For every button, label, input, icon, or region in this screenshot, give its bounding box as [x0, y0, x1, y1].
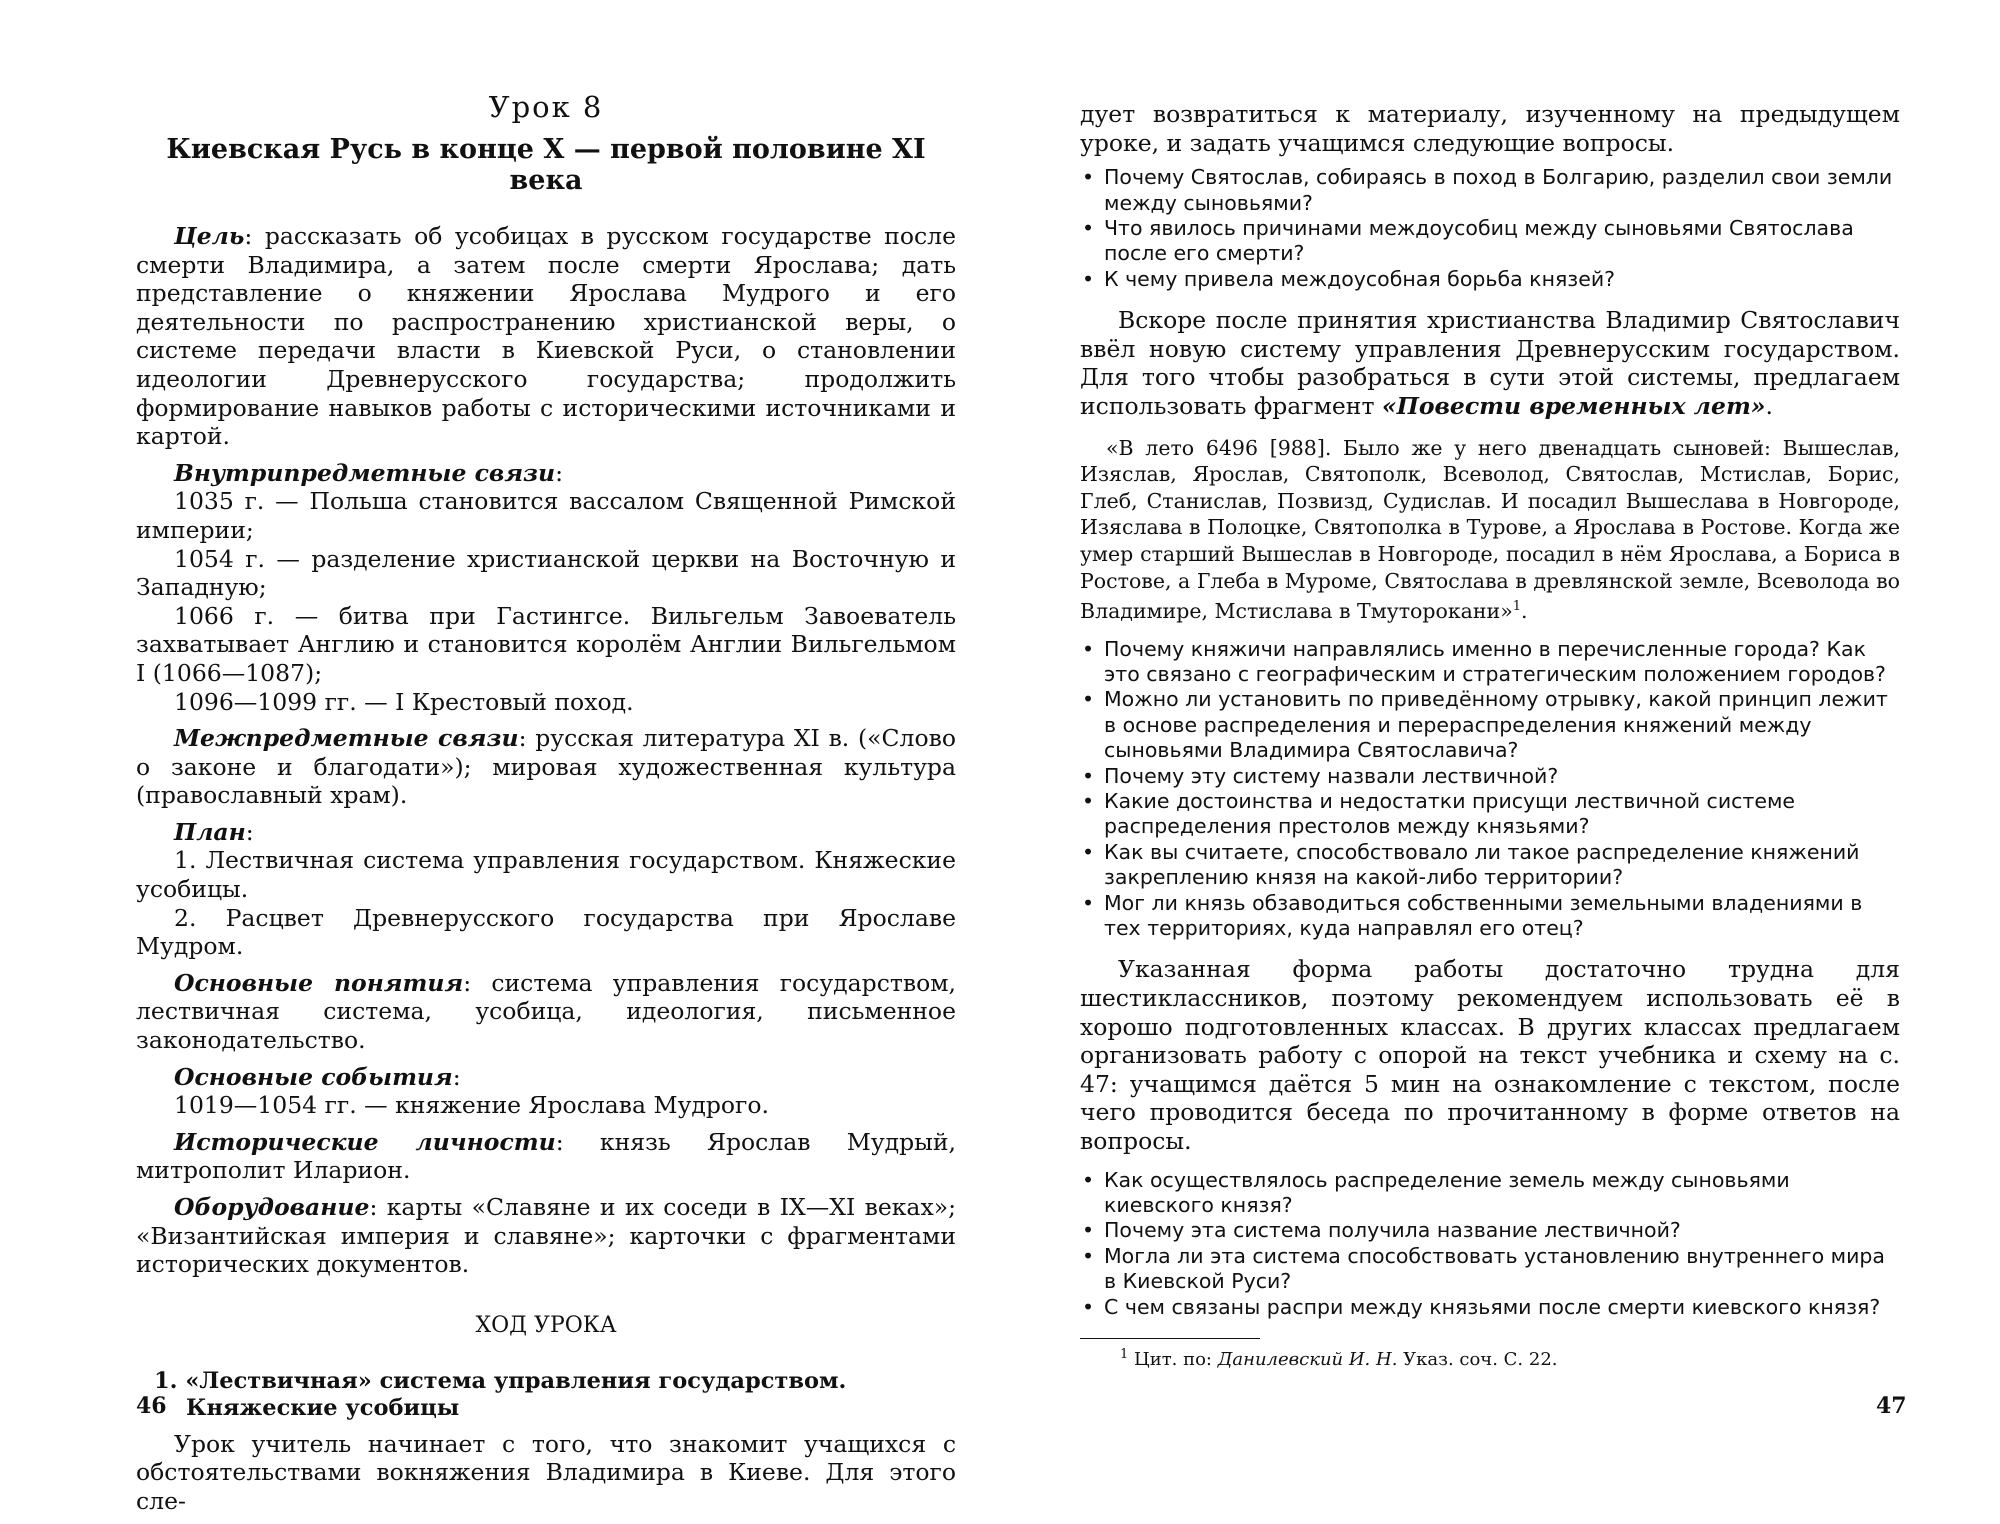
footnote-author: Данилевский И. Н. [1217, 1349, 1398, 1371]
concepts-text: : система управления государством, лествичная система, усобица, идеология, письменное законодательство. [136, 968, 956, 1055]
events-text: 1019—1054 гг. — княжение Ярослава Мудрого. [174, 1091, 769, 1120]
goal-label: Цель [174, 222, 245, 250]
list-item: • Мог ли князь обзаводиться собственными земельными владениями в тех территориях, куда направлял его отец? [1080, 891, 1900, 942]
lesson-number: Урок 8 [488, 90, 604, 124]
chronicle-title: «Повести временных лет» [1381, 392, 1766, 420]
persons-text: : князь Ярослав Мудрый, митрополит Иларион. [136, 1127, 956, 1185]
lesson-title: Киевская Русь в конце X — первой половине XI века [166, 134, 926, 196]
intra-label: Внутрипредметные связи [174, 458, 556, 487]
list-item: • Почему эта система получила название лествичной? [1080, 1218, 1900, 1243]
list-item: • Какие достоинства и недостатки присущи лествичной системе распределения престолов между князьями? [1080, 789, 1900, 840]
intra-item: 1066 г. — битва при Гастингсе. Вильгельм Завоеватель захватывает Англию и становится королём Англии Вильгельмом I (1066—1087); [136, 601, 956, 687]
goal-paragraph [136, 222, 956, 451]
concepts-label: Основные понятия [174, 968, 464, 997]
events-label: Основные события [174, 1062, 453, 1091]
left-column [136, 90, 956, 1516]
question-list-2 [1080, 637, 1900, 942]
footnote: $^1$ Цит. по: Данилевский И. Н. Указ. соч. С. 22. [1120, 1347, 1558, 1371]
question-list-3 [1080, 1168, 1900, 1320]
list-item: • С чем связаны распри между князьями после смерти киевского князя? [1080, 1295, 1900, 1320]
list-item: • К чему привела междоусобная борьба князей? [1080, 267, 1900, 292]
equipment-label: Оборудование [174, 1193, 370, 1221]
list-item: • Почему Святослав, собираясь в поход в Болгарию, разделил свои земли между сыновьями? [1080, 165, 1900, 216]
page-number-left: 46 [136, 1393, 167, 1419]
persons-label: Исторические личности [174, 1127, 556, 1156]
list-item: • Как вы считаете, способствовало ли такое распределение княжений закреплению князя на какой-либо территории? [1080, 840, 1900, 891]
continuation-paragraph: дует возвратиться к материалу, изученному на предыдущем уроке, и задать учащимся следующие вопросы. [1080, 100, 1900, 157]
section-heading: 1. «Лествичная» система управления государством. Княжеские усобицы [154, 1367, 847, 1421]
intro-paragraph: Урок учитель начинает с того, что знакомит учащихся с обстоятельствами вокняжения Владимира в Киеве. Для этого сле- [136, 1429, 956, 1515]
events-heading: Основные события: [174, 1062, 461, 1091]
chronicle-intro-paragraph: Вскоре после принятия христианства Владимир Святославич ввёл новую систему управления Древнерусским государством. Для того чтобы разобраться в сути этой системы, предлагаем использовать фрагмент «Повести временных лет». [1080, 306, 1900, 420]
intra-item: 1096—1099 гг. — I Крестовый поход. [174, 687, 634, 716]
plan-label: План [174, 817, 246, 846]
goal-text: : рассказать об усобицах в русском государстве после смерти Владимира, а затем после смерти Ярослава; дать представление о княжении Ярослава Мудрого и его деятельности по распространению христианской веры, о системе передачи власти в Киевской Руси, о становлении идеологии Древнерусского государства; продолжить формирование навыков работы с историческими источниками и картой. [136, 222, 956, 451]
intra-item: 1035 г. — Польша становится вассалом Священной Римской империи; [136, 487, 956, 544]
equipment-paragraph [136, 1193, 956, 1279]
list-item: • Могла ли эта система способствовать установлению внутреннего мира в Киевской Руси? [1080, 1244, 1900, 1295]
list-item: • Почему княжичи направлялись именно в перечисленные города? Как это связано с географическим и стратегическим положением городов? [1080, 637, 1900, 688]
intra-heading: Внутрипредметные связи: [174, 458, 564, 487]
inter-text: : русская литература XI в. («Слово о законе и благодати»); мировая художественная культура (православный храм). [136, 724, 956, 810]
right-column [1080, 100, 1900, 1370]
persons-paragraph [136, 1128, 956, 1185]
method-paragraph: Указанная форма работы достаточно трудна для шестиклассников, поэтому рекомендуем использовать её в хорошо подготовленных классах. В других классах предлагаем организовать работу с опорой на текст учебника и схему на с. 47: учащимся даётся 5 мин на ознакомление с текстом, после чего проводится беседа по прочитанному в форме ответов на вопросы. [1080, 955, 1900, 1156]
course-heading: ХОД УРОКА [475, 1312, 617, 1338]
footnote-ref: 1 [1512, 599, 1522, 615]
plan-item: 2. Расцвет Древнерусского государства при Ярославе Мудром. [136, 903, 956, 961]
list-item: • Что явилось причинами междоусобиц между сыновьями Святослава после его смерти? [1080, 216, 1900, 267]
inter-paragraph [136, 724, 956, 810]
chronicle-quote: «В лето 6496 [988]. Было же у него двенадцать сыновей: Вышеслав, Изяслав, Ярослав, Святополк, Всеволод, Святослав, Мстислав, Борис, Глеб, Станислав, Позвизд, Судислав. И посадил Вышеслава в Новгороде, Изяслава в Полоцке, Святополка в Турове, а Ярослава в Ростове. Когда же умер старший Вышеслав в Новгороде, посадил в нём Ярослава, а Бориса в Ростове, а Глеба в Муроме, Святослава в древлянской земле, Всеволода во Владимире, Мстислава в Тмуторокани»$^1$. [1080, 435, 1900, 623]
concepts-paragraph [136, 969, 956, 1055]
plan-heading: План: [174, 817, 254, 846]
page-number-right: 47 [1876, 1393, 1907, 1419]
list-item: • Как осуществлялось распределение земель между сыновьями киевского князя? [1080, 1168, 1900, 1219]
question-list-1 [1080, 165, 1900, 292]
inter-label: Межпредметные связи [174, 724, 519, 753]
list-item: • Почему эту систему назвали лествичной? [1080, 764, 1900, 789]
intra-item: 1054 г. — разделение христианской церкви на Восточную и Западную; [136, 544, 956, 602]
right-page [1000, 0, 2000, 1524]
plan-item: 1. Лествичная система управления государством. Княжеские усобицы. [136, 846, 956, 904]
list-item: • Можно ли установить по приведённому отрывку, какой принцип лежит в основе распределения и перераспределения княжений между сыновьями Владимира Святославича? [1080, 687, 1900, 763]
footnote-divider [1080, 1338, 1260, 1339]
equipment-text: : карты «Славяне и их соседи в IX—XI веках»; «Византийская империя и славяне»; карточки с фрагментами исторических документов. [136, 1193, 956, 1279]
